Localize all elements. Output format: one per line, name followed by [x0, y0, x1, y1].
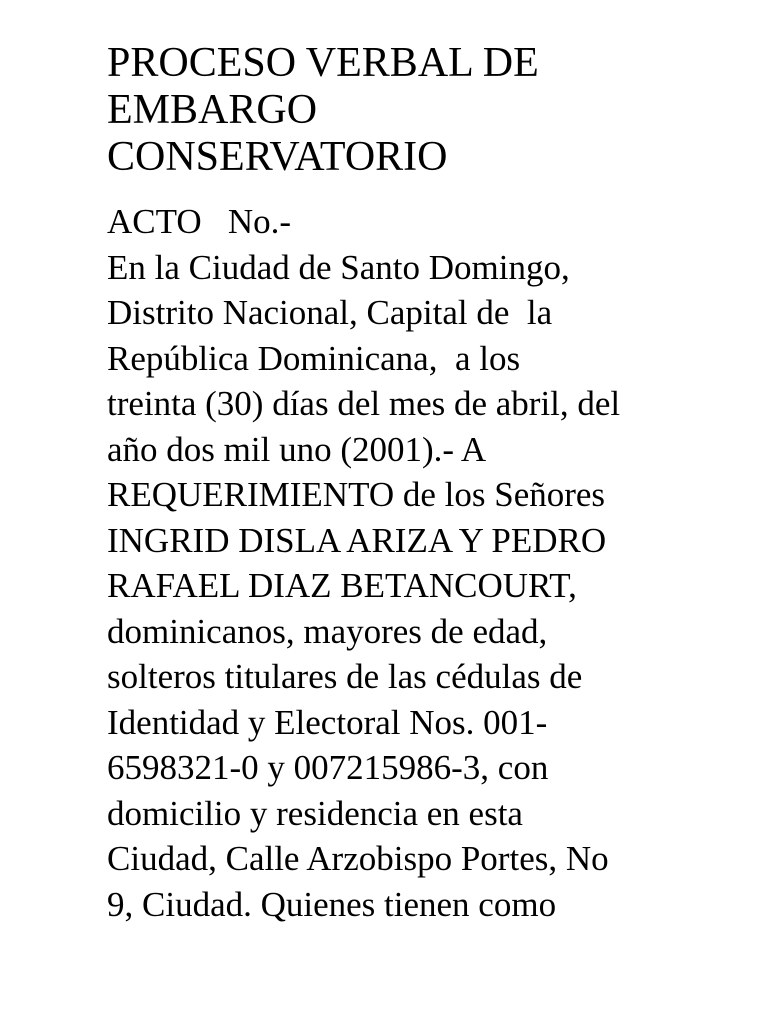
body-line: RAFAEL DIAZ BETANCOURT, [107, 566, 577, 605]
body-line: 9, Ciudad. Quienes tienen como [107, 884, 557, 924]
body-line: domicilio y residencia en esta [107, 793, 523, 833]
body-line: Ciudad, Calle Arzobispo Portes, No [107, 839, 609, 878]
body-line: 6598321-0 y 007215986-3, con [107, 748, 549, 787]
body-line: REQUERIMIENTO de los Señores [107, 475, 606, 514]
body-line: Distrito Nacional, Capital de la [107, 293, 553, 332]
body-line: treinta (30) días del mes de abril, del [107, 384, 621, 423]
title-line: CONSERVATORIO [107, 134, 448, 180]
document-title [107, 40, 727, 181]
title-line: EMBARGO [107, 87, 318, 133]
body-line: dominicanos, mayores de edad, [107, 611, 548, 651]
body-line: República Dominicana, a los [107, 338, 521, 378]
body-line: Identidad y Electoral Nos. 001- [107, 702, 548, 742]
title-line: PROCESO VERBAL DE [107, 40, 539, 86]
body-line: En la Ciudad de Santo Domingo, [107, 247, 570, 287]
document-body [107, 199, 727, 927]
body-line: solteros titulares de las cédulas de [107, 657, 583, 696]
body-line: INGRID DISLA ARIZA Y PEDRO [107, 520, 607, 560]
body-line: año dos mil uno (2001).- A [107, 429, 487, 469]
act-number-line: ACTO No.- [107, 202, 292, 241]
